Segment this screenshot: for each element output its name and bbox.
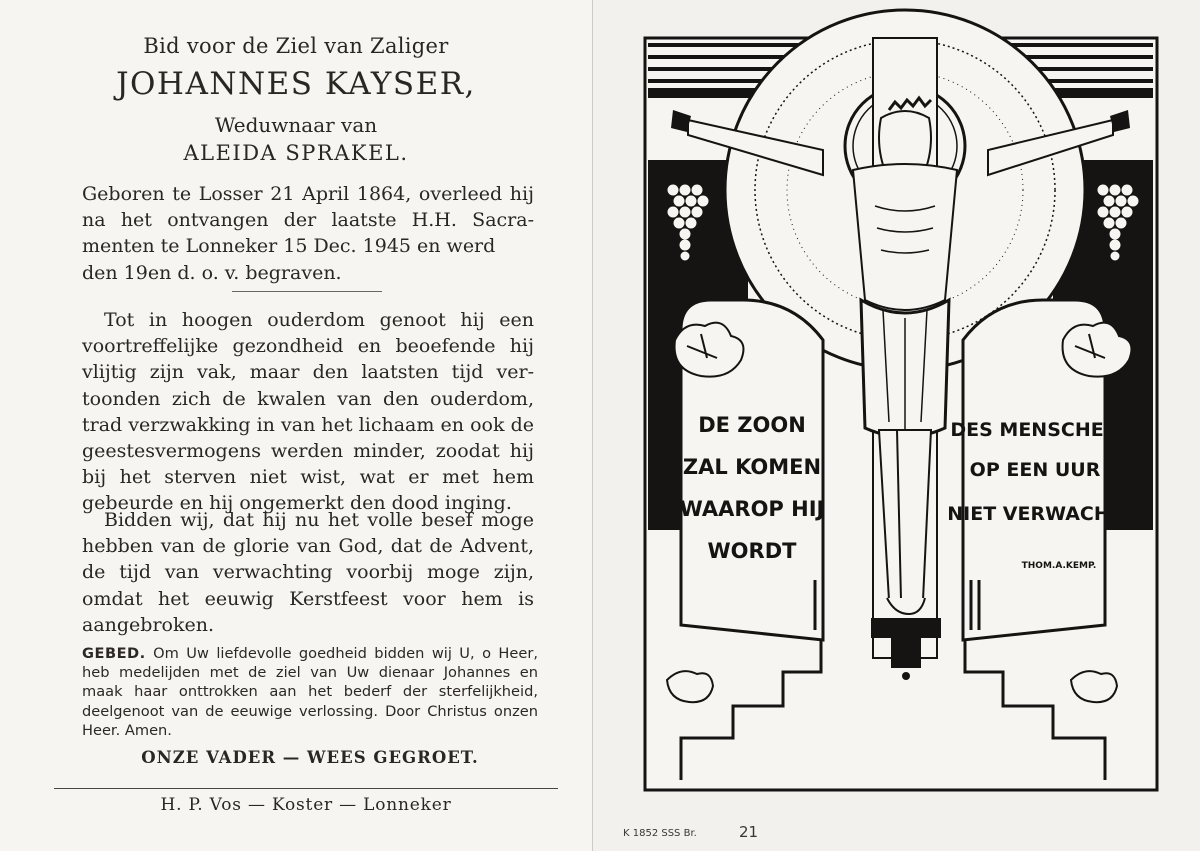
quote-attribution: THOM.A.KEMP. <box>1021 561 1097 571</box>
birth-death-paragraph <box>82 181 534 286</box>
prayer-line: wij U, o Heer, heb medelijden met de ziel van Uw <box>82 645 538 682</box>
cross-foot <box>871 618 941 638</box>
intro-line: Bid voor de Ziel van Zaliger <box>143 34 449 58</box>
relation-line: Weduwnaar van <box>214 113 378 137</box>
deceased-name: JOHANNES KAYSER, <box>116 66 476 102</box>
prayer-line: Om Uw liefdevolle goedheid bidden <box>145 645 425 662</box>
paragraph-line: hij bij het sterven niet wist, wat er met hem <box>82 440 534 489</box>
caption-line: WORDT <box>707 539 797 563</box>
caption-line: DE ZOON <box>698 413 806 437</box>
prayer-line: verlossing. Door Christus onzen Heer. Amen. <box>82 702 538 739</box>
paragraph-line: gebeurde en hij ongemerkt den dood inging. <box>82 492 512 515</box>
prayer-label: GEBED. <box>82 645 146 662</box>
paragraph-line: zijn, omdat het eeuwig Kerstfeest voor hem <box>82 561 534 610</box>
print-code: K 1852 SSS Br. <box>623 828 697 839</box>
prayer-line: bederf der sterfelijkheid, deelgenoot van de eeuwige <box>82 683 538 720</box>
section-divider <box>232 291 382 292</box>
birth-line: den 19en d. o. v. begraven. <box>82 261 342 284</box>
memorial-card-text-side <box>0 0 593 851</box>
closing-prayers: ONZE VADER — WEES GEGROET. <box>141 748 479 767</box>
footer-rule <box>54 788 558 789</box>
prayer-block <box>82 644 538 740</box>
caption-line: OP EEN UUR <box>969 459 1101 481</box>
hope-paragraph <box>82 507 534 638</box>
paragraph-line: de geestesvermogens werden minder, zoodat <box>82 413 535 463</box>
birth-line: Geboren te Losser 21 April 1864, overleed <box>82 183 503 205</box>
birth-line: menten te Lonneker 15 Dec. 1945 en werd <box>82 235 496 258</box>
life-paragraph <box>82 307 534 517</box>
birth-line: hij na het ontvangen der laatste H.H. Sacra- <box>82 183 534 232</box>
crucifix-illustration <box>593 0 1200 851</box>
caption-line: NIET VERWACHT <box>947 503 1123 525</box>
memorial-card-image-side <box>593 0 1200 851</box>
paragraph-line: Bidden wij, dat hij nu het volle besef <box>104 509 473 531</box>
print-number: 21 <box>739 823 759 841</box>
paragraph-line: is aangebroken. <box>82 587 534 636</box>
prayer-line: dienaar Johannes en maak haar onttrokken aan het <box>82 664 538 701</box>
paragraph-line: toonden zich de kwalen van den ouderdom, <box>82 387 534 410</box>
paragraph-line: trad verzwakking in van het lichaam en ook <box>82 413 505 436</box>
paragraph-line: Advent, de tijd van verwachting voorbij moge <box>82 535 534 584</box>
caption-line: WAAROP HIJ <box>679 497 825 521</box>
spouse-name: ALEIDA SPRAKEL. <box>183 141 409 165</box>
paragraph-line: voortreffelijke gezondheid en beoefende hij <box>82 335 534 358</box>
paragraph-line: moge hebben van de glorie van God, dat de <box>82 509 534 558</box>
caption-line: ZAL KOMEN <box>682 455 822 479</box>
printer-credit: H. P. Vos — Koster — Lonneker <box>160 795 452 815</box>
paragraph-line: Tot in hoogen ouderdom genoot hij een <box>104 309 534 331</box>
caption-line: DES MENSCHEN <box>950 419 1120 441</box>
paragraph-line: vlijtig zijn vak, maar den laatsten tijd ver- <box>82 361 534 384</box>
